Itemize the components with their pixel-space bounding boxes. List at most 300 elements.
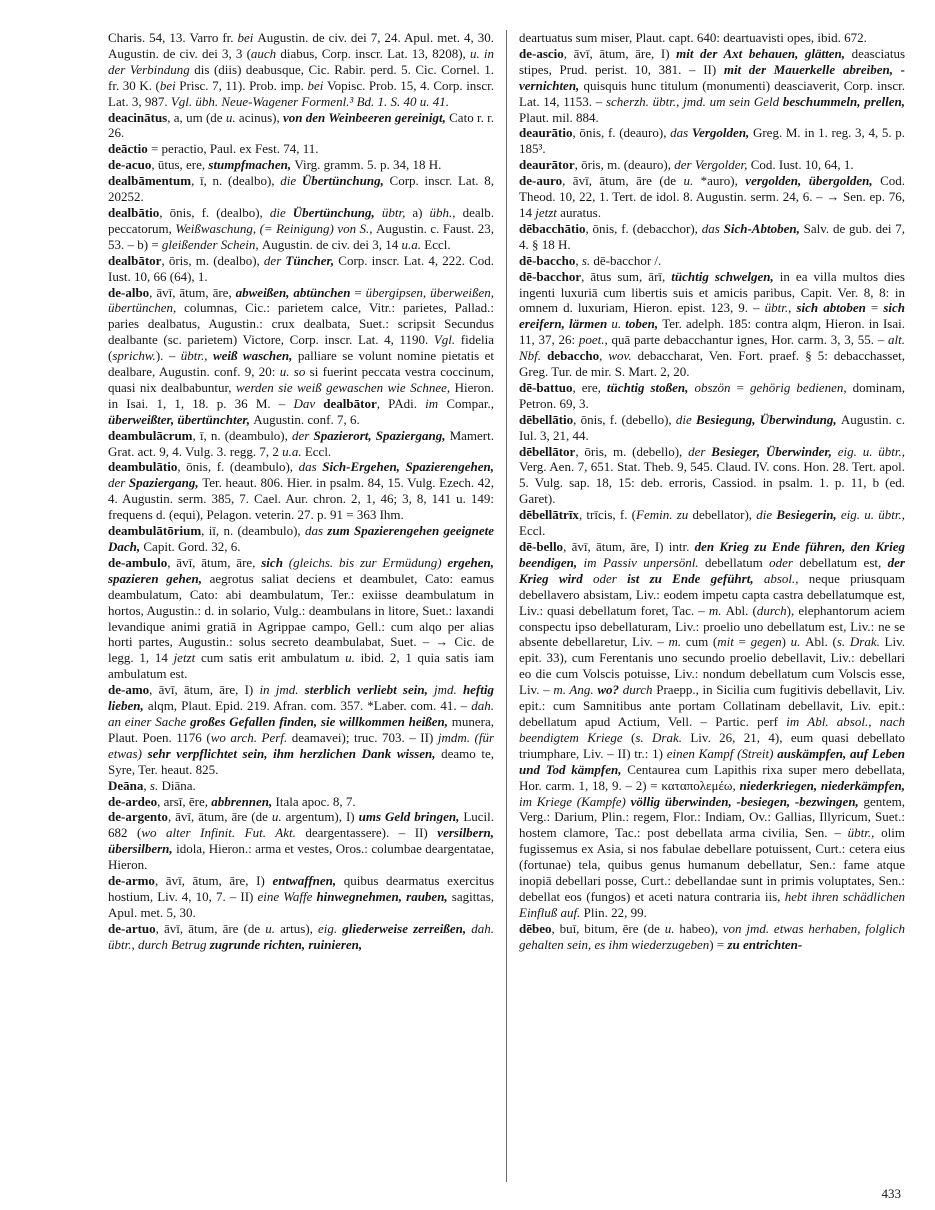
entry-text-segment: Charis. 54, 13. Varro fr. (108, 30, 238, 45)
entry-text-segment: dah. übtr., durch Betrug (108, 920, 494, 952)
entry-text-segment: , āvī, ātum, āre, (149, 284, 236, 300)
entry-text-segment: Prisc. 7, 11). Prob. imp. (179, 77, 308, 93)
entry-text-segment: dealbātor (108, 252, 162, 268)
entry-text-segment: der (688, 443, 712, 459)
entry-text-segment: , ōnis, f. (deambulo), (177, 459, 299, 475)
entry-text-segment: u. (265, 920, 281, 936)
entry-text-segment: poet., (578, 332, 612, 348)
entry-text-segment: s. (149, 777, 162, 793)
entry-text-segment: eig. u. übtr., (837, 443, 905, 459)
entry-text-segment: de-auro (519, 173, 563, 189)
entry-text-segment: acinus), (238, 109, 283, 125)
dictionary-entry (519, 30, 905, 46)
entry-text-segment: , ī, n. (dealbo), (191, 173, 281, 189)
entry-text-segment: auch (250, 45, 281, 61)
entry-text-segment: palliare se volunt nomine pietatis et dealbare, Augustin. conf. 9, 20: (108, 348, 494, 380)
entry-text-segment: mit (717, 634, 739, 650)
entry-text-segment: , trīcis, f. ( (578, 507, 637, 523)
entry-text-segment: ergehen, spazieren gehen, (108, 554, 495, 586)
entry-text-segment: die (675, 411, 696, 427)
entry-text-segment: Compar., (446, 395, 494, 411)
entry-text-segment: der Vergolder, (674, 157, 751, 173)
entry-text-segment: ). – (155, 348, 181, 364)
entry-text-segment: Besiegerin, (776, 507, 841, 523)
dictionary-entry (108, 873, 494, 921)
entry-text-segment: , āvī, ātum, āre, I) (154, 873, 273, 889)
dictionary-entry (108, 682, 494, 777)
entry-text-segment: ums Geld bringen, (358, 809, 464, 825)
entry-text-segment: Augustin. c. Iul. 3, 21, 44. (519, 411, 905, 443)
entry-text-segment: , ōnis, f. (debello), (573, 411, 676, 427)
entry-text-segment: stumpfmachen, (208, 157, 295, 173)
entry-text-segment: das (670, 125, 692, 141)
entry-text-segment: übtr., (180, 348, 213, 364)
entry-text-segment: , ātus sum, ārī, (581, 268, 672, 284)
entry-text-segment: Ter. heaut. 806. Hier. in psalm. 84, 15. Vulg. Ezech. 42, 4. Augustin. serm. 385, 7. Cael. Aur. chron. 2, 1, 46; 3, 8, 141 u. 149: frequens d. (equi), Pelagon. veterin. 27. p. 91 = 363 Ihm. (108, 475, 494, 523)
entry-text-segment: deambulātio (108, 459, 178, 475)
entry-text-segment: weiß waschen, (212, 348, 298, 364)
entry-text-segment: , āvī, ātum, āre (de (562, 173, 684, 189)
entry-text-segment: übtr, (381, 204, 413, 220)
left-column (108, 30, 494, 1182)
entry-text-segment: de-albo (108, 284, 150, 300)
entry-text-segment: ( (631, 729, 636, 745)
entry-text-segment: s. (581, 252, 594, 268)
entry-text-segment: in ea villa multos dies ingenti luxuriā cum libertis suis et amicis paribus, Capit. Ver. 8, 8: in omnem d. luxuriam, Hieron. epist. 123, 9. – (519, 268, 905, 316)
entry-text-segment: dēbellātio (519, 411, 574, 427)
entry-text-segment: deartuatus sum miser, Plaut. capt. 640: deartuavisti opes, ibid. 672. (519, 30, 867, 45)
entry-text-segment: (gleichs. bis zur Ermüdung) (288, 554, 448, 570)
entry-text-segment: sich abtoben (796, 300, 871, 316)
dictionary-entry (519, 46, 905, 126)
dictionary-entry (519, 269, 905, 380)
entry-text-segment: hinwegnehmen, rauben, (316, 888, 452, 904)
entry-text-segment: Greg. M. in 1. reg. 3, 4, 5. p. 185³. (519, 125, 906, 157)
dictionary-entry (519, 173, 905, 221)
entry-text-segment: in jmd. (259, 682, 305, 698)
entry-text-segment: die (756, 507, 777, 523)
entry-text-segment: sich ereifern, lärmen (519, 300, 905, 332)
dictionary-entry (519, 380, 905, 412)
entry-text-segment: , iī, n. (deambulo), (201, 523, 305, 539)
entry-text-segment: Praepp., in Sicilia cum fugitivis debellavit, Liv. epit.: cum Samnitibus ante portam Collatinam debellavit, Liv. epit.: debellatum apud Actium, Vell. – Partic. perf (519, 682, 905, 729)
entry-text-segment: abweißen, abtünchen (235, 284, 355, 300)
entry-text-segment: Verg. Aen. 7, 651. Stat. Theb. 9, 545. Claud. IV. cons. Hon. 28. Tert. apol. 5. Vulg. sap. 18, 15: deb. erroris, Cassiod. in psalm. 1. p. 11, b (ed. Garet). (519, 459, 905, 507)
entry-text-segment: im Kriege (Kampfe) (519, 793, 631, 809)
entry-text-segment: durch (622, 682, 657, 698)
entry-text-segment: Weißwaschung, (= Reinigung) von S., (175, 220, 377, 236)
entry-text-segment: si fuerint peccata vestra coccinum, quasi nix dealbabuntur, (108, 364, 495, 395)
entry-text-segment: Mamert. Grat. act. 9, 4. Vulg. 3. regg. 7, 2 (108, 427, 494, 459)
entry-text-segment: , a, um (de (167, 109, 226, 125)
dictionary-entry (519, 539, 905, 921)
entry-text-segment: deāctio (108, 141, 151, 157)
entry-text-segment: columnas, Cic.: parietem calce, Vitr.: parietes, Pallad.: paries dealbatus, Augustin.: crux dealbata, Suet.: scripsit Secundus dealbante (sc. parietem) Victore, Corp. inscr. Lat. 4, 1190. (108, 300, 494, 348)
entry-text-segment: Lucil. 682 ( (108, 809, 495, 841)
entry-text-segment: übergipsen, überweißen, übertünchen, (108, 284, 494, 316)
entry-text-segment: a) (412, 204, 430, 220)
dictionary-entry (108, 428, 494, 460)
entry-text-segment: Augustin. de civ. dei 3, 14 (261, 236, 402, 252)
entry-text-segment: Besieger, Überwinder, (711, 443, 838, 459)
entry-text-segment: , ī, n. (deambulo), (192, 427, 293, 443)
entry-text-segment: = peractio, Paul. ex Fest. 74, 11. (150, 141, 319, 157)
entry-text-segment: dominam, Petron. 69, 3. (519, 379, 905, 411)
entry-text-segment: u.a. (401, 236, 425, 252)
entry-text-segment: versilbern, übersilbern, (108, 825, 494, 857)
entry-text-segment: dēbellātrīx (519, 507, 579, 523)
dictionary-entry (519, 412, 905, 444)
entry-text-segment: = (736, 379, 750, 395)
entry-text-segment: ibid. 2, 1 quia satis iam ambulatum est. (108, 650, 494, 682)
entry-text-segment: Centaurea cum Lapithis rixa super mero debellata, Hor. carm. 1, 18, 9. – 2) = καταπολεμέω, (519, 761, 905, 793)
dictionary-entry (108, 285, 494, 428)
entry-text-segment: munera, Plaut. Poen. 1176 ( (108, 713, 494, 745)
entry-text-segment: Abl. ( (805, 634, 837, 650)
entry-text-segment: , ōnis, f. (debacchor), (585, 220, 702, 236)
entry-text-segment: Augustin. de civ. dei 7, 24. Apul. met. 4, 30. Augustin. de civ. dei 3, 3 ( (108, 30, 495, 61)
entry-text-segment: bei (159, 77, 180, 93)
right-column (519, 30, 905, 1182)
entry-text-segment: deamo te, Syre, Ter. heaut. 825. (108, 745, 494, 777)
entry-text-segment: toben, (625, 316, 663, 332)
entry-text-segment: dealbātor (323, 395, 377, 411)
entry-text-segment: gehörig bedienen, (749, 379, 853, 395)
entry-text-segment: jetzt (173, 650, 201, 666)
dictionary-entry (108, 555, 494, 682)
entry-text-segment: gegen (750, 634, 782, 650)
entry-text-segment: , ōris, m. (deauro), (574, 157, 675, 173)
entry-text-segment: u. (225, 109, 239, 125)
entry-text-segment: sich (261, 554, 289, 570)
dictionary-entry (108, 778, 494, 794)
dictionary-entry (108, 809, 494, 873)
entry-text-segment: s. Drak. (635, 729, 691, 745)
entry-text-segment: übtr., (764, 300, 797, 316)
entry-text-segment: durch (756, 602, 787, 618)
entry-text-segment: im Passiv unpersönl. (583, 554, 705, 570)
entry-text-segment: m. Ang. (553, 682, 598, 698)
entry-text-segment: völlig überwinden, -besiegen, -bezwingen, (630, 793, 864, 809)
entry-text-segment: sehr verpflichtet sein, ihm herzlichen Dank wissen, (147, 745, 442, 761)
entry-text-segment: Corp. inscr. Lat. 4, 222. Cod. Iust. 10, 66 (64), 1. (108, 252, 495, 284)
entry-text-segment: Spaziergang, (128, 475, 203, 491)
entry-text-segment: u. (611, 316, 626, 332)
entry-text-segment: alqm, Plaut. Epid. 219. Afran. com. 357. *Laber. com. 41. – (147, 698, 472, 714)
entry-text-segment: jetzt (535, 204, 561, 220)
entry-text-segment: dē-bacchor /. (593, 252, 662, 268)
entry-text-segment: de-amo (108, 682, 150, 698)
entry-text-segment: artus), (280, 920, 319, 936)
entry-text-segment: sagittas, Apul. met. 5, 30. (108, 888, 495, 920)
entry-text-segment: Augustin. c. Faust. 23, 53. – b) = (108, 220, 494, 252)
entry-text-segment: gleißender Schein, (161, 236, 262, 252)
entry-text-segment: Virg. gramm. 5. p. 34, 18 H. (294, 157, 442, 173)
entry-text-segment: deaurātio (519, 125, 573, 141)
entry-text-segment: cum satis erit ambulatum (200, 650, 346, 666)
entry-text-segment: abbrennen, (211, 793, 276, 809)
entry-text-segment: , PAdi. (376, 395, 426, 411)
entry-text-segment: dis (diis) deabusque, Cic. Rabir. perd. 5. Cic. Cornel. 1. fr. 30 K. ( (108, 61, 495, 93)
entry-text-segment: die (280, 173, 302, 189)
entry-text-segment: Sich-Ergehen, Spazierengehen, (322, 459, 495, 475)
entry-text-segment: argentum), I) (285, 809, 359, 825)
entry-text-segment: Eccl. (519, 523, 546, 539)
entry-text-segment: Übertünchung, (301, 173, 390, 189)
entry-text-segment: eig. u. übtr., (840, 507, 905, 523)
entry-text-segment: s. Drak. (836, 634, 885, 650)
entry-text-segment: wo? (597, 682, 623, 698)
entry-text-segment: sprichw. (112, 348, 156, 364)
entry-text-segment: u. in der Verbindung (108, 45, 494, 77)
entry-text-segment: ) = (709, 936, 728, 952)
entry-text-segment: zum Spazierengehen geeignete Dach, (108, 523, 494, 554)
entry-text-segment: dēbeo (519, 920, 552, 936)
entry-text-segment: Liv. epit. 33), cum Ferentanis uno secundo proelio debellavit, Liv.: debellari eo die cum Volscis potuisse, Liv.: nondum debellatum cum Volscis esse, Liv. – (519, 634, 905, 698)
entry-text-segment: dah. an einer Sache (108, 698, 494, 729)
dictionary-entry (519, 157, 905, 173)
entry-text-segment: der (108, 475, 129, 491)
entry-text-segment: zu entrichten- (727, 936, 803, 952)
entry-text-segment: Spazierort, Spaziergang, (313, 427, 450, 443)
entry-text-segment: übtr., (847, 825, 882, 841)
entry-text-segment: ), elephantorum aciem conspectu ipso debellaturam, Liv.: proelio uno debellatum est, Liv.: ne se absente debellaretur, Liv. – (519, 602, 905, 650)
entry-text-segment: Femin. zu (636, 507, 693, 523)
dictionary-entry (519, 444, 905, 508)
entry-text-segment: Dav (293, 395, 324, 411)
dictionary-entry (519, 921, 905, 953)
entry-text-segment: das (701, 220, 724, 236)
entry-text-segment: Salv. de gub. dei 7, 4. § 18 H. (519, 220, 906, 252)
entry-text-segment: de-artuo (108, 920, 156, 936)
dictionary-entry (108, 30, 494, 110)
dictionary-entry (108, 459, 494, 523)
entry-text-segment: hebt ihren schädlichen Einfluß auf. (519, 888, 905, 920)
entry-text-segment: bei (237, 30, 258, 45)
entry-text-segment: Tüncher, (285, 252, 339, 268)
entry-text-segment: , āvī, ātum, āre, I) (563, 45, 677, 61)
entry-text-segment: auskämpfen, auf Leben und Tod kämpfen, (519, 745, 905, 777)
dictionary-entry (519, 125, 905, 157)
entry-text-segment: tüchtig stoßen, (606, 379, 695, 395)
entry-text-segment: großes Gefallen finden, sie willkommen heißen, (190, 713, 452, 729)
entry-text-segment: dē-battuo (519, 379, 573, 395)
entry-text-segment: dealbātio (108, 204, 160, 220)
dictionary-entry (108, 110, 494, 142)
entry-text-segment: Besiegung, Überwindung, (695, 411, 841, 427)
dictionary-entry (108, 523, 494, 555)
entry-text-segment: Augustin. conf. 7, 6. (253, 411, 360, 427)
entry-text-segment: u. (271, 809, 286, 825)
entry-text-segment: absol., (763, 570, 809, 586)
dictionary-entry (108, 141, 494, 157)
entry-text-segment: deambulātōrium (108, 523, 202, 539)
entry-text-segment: mit der Mauerkelle abreiben, -vernichten, (519, 61, 905, 93)
entry-text-segment: vergolden, übergolden, (745, 173, 881, 189)
entry-text-segment: jmdm. (für etwas) (108, 729, 495, 761)
entry-text-segment: olim fugissemus ex Asia, si nos fabulae debellare potuissent, Curt.: cetera eius (fortunae) tela, quibus genus humanum debellatur, Sen.: fame atque inopiā debellari posse, Curt.: debellandae sunt in primis voluptates, Sen.: debellat eos (fungos) et aceti natura contraria iis, (519, 825, 905, 904)
entry-text-segment: deamavei); truc. 703. – II) (291, 729, 438, 745)
dictionary-entry (519, 507, 905, 539)
entry-text-segment: , (143, 777, 150, 793)
entry-text-segment: zugrunde richten, ruinieren, (209, 936, 363, 952)
entry-text-segment: diabus, Corp. inscr. Lat. 13, 8208), (280, 45, 470, 61)
entry-text-segment: m. (708, 602, 726, 618)
entry-text-segment: Eccl. (424, 236, 451, 252)
entry-text-segment: de-armo (108, 873, 155, 889)
dictionary-entry (108, 205, 494, 253)
entry-text-segment: cum ( (685, 634, 718, 650)
entry-text-segment: Übertünchung, (292, 204, 382, 220)
entry-text-segment: tüchtig schwelgen, (671, 268, 780, 284)
entry-text-segment: von den Weinbeeren gereinigt, (283, 109, 450, 125)
entry-text-segment: Cod. Theod. 10, 22, 1. Tert. de idol. 8. Augustin. serm. 24, 6. – → Sen. ep. 76, 14 (519, 173, 905, 220)
page-number: 433 (881, 1186, 901, 1201)
entry-text-segment: dealb. peccatorum, (108, 204, 495, 236)
entry-text-segment: deasciatus stipes, Prud. perist. 10, 381. – II) (519, 45, 906, 77)
entry-text-segment: , āvī, ātum, āre (de (155, 920, 266, 936)
entry-text-segment: neque priusquam debellavero absistam, Liv.: eodem impetu capta castra debellatumque est, Liv.: quasi debellatum foret, Tac. – (519, 570, 905, 618)
entry-text-segment: dē-bello (519, 539, 564, 554)
entry-text-segment: mit der Axt behauen, glätten, (676, 45, 852, 61)
entry-text-segment: Capit. Gord. 32, 6. (143, 539, 241, 554)
entry-text-segment: Diāna. (161, 777, 196, 793)
entry-text-segment: , āvī, ātum, āre, I) intr. (563, 539, 695, 554)
entry-text-segment: Plin. 22, 99. (583, 904, 647, 920)
entry-text-segment: deambulācrum (108, 427, 193, 443)
dictionary-entry (108, 921, 494, 953)
entry-text-segment: *auro), (700, 173, 746, 189)
entry-text-segment: Deāna (108, 777, 144, 793)
entry-text-segment: dēbellātor (519, 443, 576, 459)
entry-text-segment: , āvī, ātum, āre (de (167, 809, 272, 825)
dictionary-entry (108, 794, 494, 810)
entry-text-segment: debellatum est, (799, 554, 888, 570)
entry-text-segment: de-acuo (108, 157, 152, 173)
entry-text-segment: debellatum (704, 554, 770, 570)
entry-text-segment: u. (664, 920, 680, 936)
entry-text-segment: das (304, 523, 328, 539)
entry-text-segment: Plaut. mil. 884. (519, 109, 599, 125)
entry-text-segment: Cato r. r. 26. (108, 109, 494, 141)
entry-text-segment: m. (668, 634, 686, 650)
dictionary-entry (519, 221, 905, 253)
entry-text-segment: obszön (694, 379, 737, 395)
entry-text-segment: einen Kampf (Streit) (666, 745, 778, 761)
entry-text-segment: der (263, 252, 286, 268)
entry-text-segment: habeo), (679, 920, 723, 936)
entry-text-segment: Hieron. in Isai. 1, 1, 18. p. 36 M. – (108, 379, 494, 411)
entry-text-segment: Cod. Iust. 10, 64, 1. (750, 157, 854, 173)
entry-text-segment: oder (769, 554, 800, 570)
entry-text-segment: de-ardeo (108, 793, 158, 809)
entry-text-segment: wov. (608, 348, 638, 364)
dictionary-entry (108, 157, 494, 173)
entry-text-segment: deacinātus (108, 109, 168, 125)
entry-text-segment: = (354, 284, 366, 300)
entry-text-segment: überweißter, übertünchter, (108, 411, 254, 427)
entry-text-segment: das (298, 459, 323, 475)
entry-text-segment: quisquis hunc titulum (monumenti) deasciaverit, Corp. inscr. Lat. 14, 1153. – (519, 77, 905, 109)
entry-text-segment: , buī, bitum, ēre (de (551, 920, 665, 936)
entry-text-segment: die (269, 204, 293, 220)
dictionary-entry (108, 253, 494, 285)
entry-text-segment: werden sie weiß gewaschen wie Schnee, (236, 379, 455, 395)
entry-text-segment: debaccharat, Ven. Fort. praef. § 5: debacchasset, Greg. Tur. de mir. S. Mart. 2, 20. (519, 348, 905, 380)
text-columns (108, 30, 907, 1182)
entry-text-segment: dēbacchātio (519, 220, 586, 236)
entry-text-segment: u.a. (282, 443, 305, 459)
entry-text-segment: u. (345, 650, 361, 666)
entry-text-segment: u. so (279, 364, 310, 380)
entry-text-segment: den Krieg zu Ende führen, den Krieg beendigen, (519, 539, 905, 570)
entry-text-segment: beschummeln, prellen, (782, 93, 905, 109)
entry-text-segment: scherzh. übtr., jmd. um sein Geld (605, 93, 783, 109)
entry-text-segment: , ūtus, ere, (151, 157, 209, 173)
entry-text-segment: debellator), (692, 507, 757, 523)
entry-text-segment: fidelia ( (108, 332, 494, 364)
entry-text-segment: aegrotus saliat deciens et deambulet, Cato: eamus deambulatum, Cato: abi deambulatum, Ter.: exiisse deambulatum in hortos, Augustin.: d. in solario, Vulg.: deambulans in litore, Suet.: laxandi levandique animi gratiā in Agrippae campo, Gell.: cum alqo per alias horti partes, Augustin.: solus secreto deambulabat, Suet. – → Cic. de legg. 1, 14 (108, 570, 495, 666)
entry-text-segment: gliederweise zerreißen, (342, 920, 472, 936)
entry-text-segment: Eccl. (304, 443, 332, 459)
entry-text-segment: eine Waffe (257, 888, 317, 904)
entry-text-segment: der Krieg wird (519, 554, 905, 586)
entry-text-segment: der (292, 427, 314, 443)
entry-text-segment: ) (781, 634, 791, 650)
entry-text-segment: , āvī, ātum, āre, I) (149, 682, 260, 698)
entry-text-segment: quā parte debacchantur ignes, Hor. carm. 3, 3, 55. – (611, 332, 889, 348)
entry-text-segment: , (575, 252, 582, 268)
entry-text-segment: sterblich verliebt sein, (304, 682, 435, 698)
entry-text-segment: u. (683, 173, 701, 189)
entry-text-segment: alt. Nbf. (519, 332, 905, 364)
entry-text-segment: im Abl. absol., nach beendigtem Kriege (519, 713, 905, 745)
entry-text-segment: dealbāmentum (108, 173, 192, 189)
entry-text-segment: eig. (318, 920, 343, 936)
entry-text-segment: , ōnis, f. (deauro), (572, 125, 671, 141)
entry-text-segment: bei (307, 77, 327, 93)
entry-text-segment: debaccho (547, 348, 600, 364)
entry-text-segment: , ōris, m. (debello), (575, 443, 689, 459)
entry-text-segment: Vgl. (433, 332, 461, 348)
entry-text-segment: wo alter Infinit. Fut. Akt. (141, 825, 306, 841)
entry-text-segment: deargentassere). – II) (305, 825, 438, 841)
entry-text-segment: übh., (429, 204, 463, 220)
entry-text-segment: niederkriegen, niederkämpfen, (739, 777, 905, 793)
entry-text-segment: Vergolden, (691, 125, 753, 141)
entry-text-segment: , āvī, ātum, āre, (167, 554, 262, 570)
entry-text-segment: dē-baccho (519, 252, 576, 268)
entry-text-segment: Sich-Abtoben, (723, 220, 804, 236)
entry-text-segment: idola, Hieron.: arma et vestes, Oros.: columbae deargentatae, Hieron. (108, 841, 494, 873)
entry-text-segment: Vgl. übh. Neue-Wagener Formenl.³ Bd. 1. S. 40 u. 41. (170, 93, 450, 109)
entry-text-segment: Corp. inscr. Lat. 8, 20252. (108, 173, 495, 205)
entry-text-segment: jmd. (434, 682, 463, 698)
entry-text-segment: dē-bacchor (519, 268, 582, 284)
entry-text-segment: Itala apoc. 8, 7. (275, 793, 356, 809)
entry-text-segment: , (599, 348, 609, 364)
entry-text-segment: von jmd. etwas herhaben, folglich gehalten sein, es ihm wiederzugeben (519, 920, 905, 952)
entry-text-segment: , ōnis, f. (dealbo), (159, 204, 270, 220)
entry-text-segment: , ōris, m. (dealbo), (161, 252, 264, 268)
entry-text-segment: deaurātor (519, 157, 575, 173)
entry-text-segment: = (870, 300, 884, 316)
entry-text-segment: wo arch. Perf. (210, 729, 292, 745)
entry-text-segment: Ter. adelph. 185: contra alqm, Hieron. in Isai. 11, 37, 26: (519, 316, 905, 348)
entry-text-segment: = (738, 634, 751, 650)
entry-text-segment: gentem, Verg.: Darium, Plin.: regem, Flor.: Indiam, Ov.: Gallias, Illyricum, Suet.: hostem clamore, Tac.: post debellata arma civilia, Sen. – (519, 793, 906, 841)
entry-text-segment: im (425, 395, 447, 411)
